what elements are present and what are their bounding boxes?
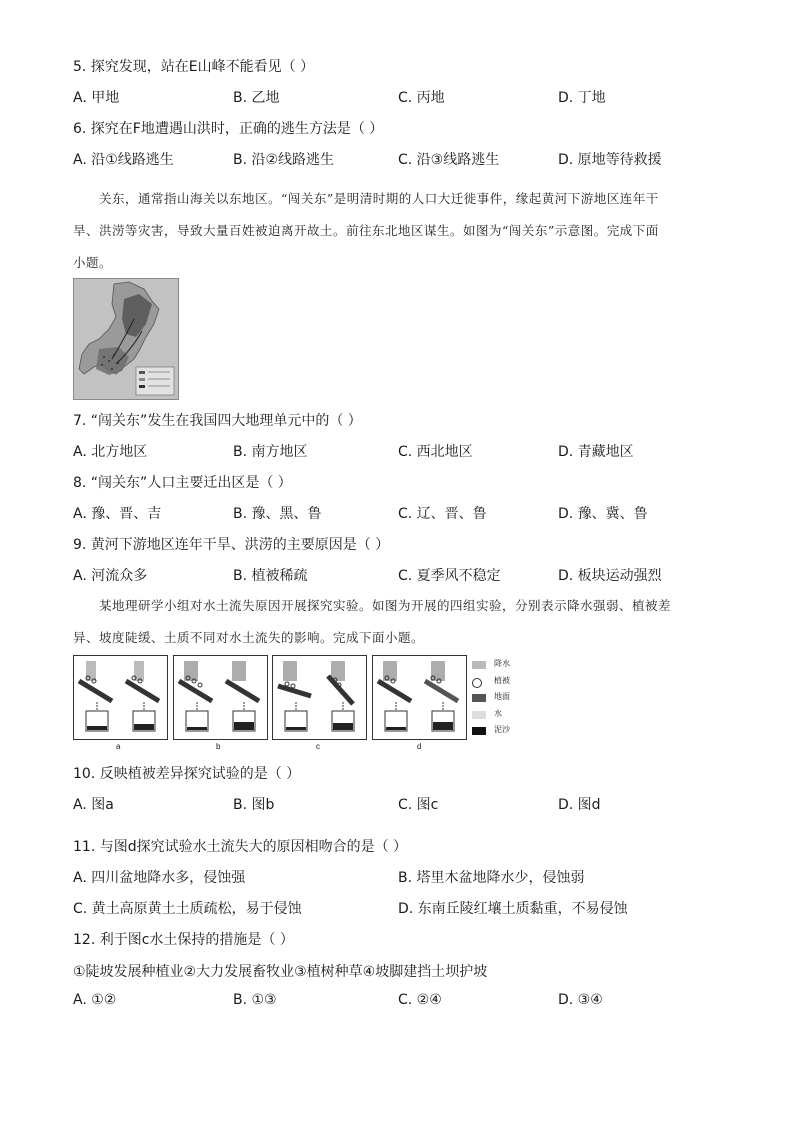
q12-option-d[interactable]: D. ③④ <box>558 992 603 1008</box>
question-8-stem: 8. “闯关东”人口主要迁出区是（ ） <box>73 475 292 491</box>
ground-swatch <box>472 694 486 702</box>
q11-option-d[interactable]: D. 东南丘陵红壤土质黏重，不易侵蚀 <box>398 901 628 917</box>
experiment-a-caption: a <box>116 742 121 751</box>
question-12-measures: ①陡坡发展种植业②大力发展畜牧业③植树种草④坡脚建挡土坝护坡 <box>73 964 488 980</box>
question-7-stem: 7. “闯关东”发生在我国四大地理单元中的（ ） <box>73 413 362 429</box>
q7-option-b[interactable]: B. 南方地区 <box>233 444 308 460</box>
q11-option-c[interactable]: C. 黄土高原黄土土质疏松，易于侵蚀 <box>73 901 302 917</box>
sediment-swatch <box>472 727 486 735</box>
q10-option-a[interactable]: A. 图a <box>73 797 114 813</box>
q5-option-d[interactable]: D. 丁地 <box>558 90 606 106</box>
question-10-stem: 10. 反映植被差异探究试验的是（ ） <box>73 766 301 782</box>
passage1-line3: 小题。 <box>73 255 113 270</box>
q11-option-b[interactable]: B. 塔里木盆地降水少，侵蚀弱 <box>398 870 585 886</box>
q5-option-a[interactable]: A. 甲地 <box>73 90 120 106</box>
question-9-stem: 9. 黄河下游地区连年干旱、洪涝的主要原因是（ ） <box>73 537 390 553</box>
question-5-stem: 5. 探究发现，站在E山峰不能看见（ ） <box>73 59 315 75</box>
china-northeast-map-graphic <box>74 279 178 399</box>
experiment-a-figure <box>73 655 168 740</box>
q6-option-d[interactable]: D. 原地等待救援 <box>558 152 662 168</box>
q9-option-d[interactable]: D. 板块运动强烈 <box>558 568 662 584</box>
q12-option-b[interactable]: B. ①③ <box>233 992 277 1008</box>
question-6-stem: 6. 探究在F地遭遇山洪时，正确的逃生方法是（ ） <box>73 121 384 137</box>
q7-option-d[interactable]: D. 青藏地区 <box>558 444 634 460</box>
legend-ground: 地面 <box>494 692 510 701</box>
experiment-b-caption: b <box>216 742 221 751</box>
passage1-line2: 旱、洪涝等灾害，导致大量百姓被迫离开故土。前往东北地区谋生。如图为“闯关东”示意图。完成下面 <box>73 223 659 238</box>
q12-option-a[interactable]: A. ①② <box>73 992 117 1008</box>
q11-option-a[interactable]: A. 四川盆地降水多，侵蚀强 <box>73 870 246 886</box>
vegetation-swatch <box>472 678 482 688</box>
q7-option-a[interactable]: A. 北方地区 <box>73 444 148 460</box>
q10-option-d[interactable]: D. 图d <box>558 797 601 813</box>
q5-option-b[interactable]: B. 乙地 <box>233 90 280 106</box>
experiment-c-figure <box>272 655 367 740</box>
q5-option-c[interactable]: C. 丙地 <box>398 90 445 106</box>
water-swatch <box>472 711 486 719</box>
q6-option-b[interactable]: B. 沿②线路逃生 <box>233 152 335 168</box>
experiment-legend <box>472 658 542 741</box>
question-11-stem: 11. 与图d探究试验水土流失大的原因相吻合的是（ ） <box>73 839 408 855</box>
q8-option-a[interactable]: A. 豫、晋、吉 <box>73 506 162 522</box>
experiment-d-figure <box>372 655 467 740</box>
q10-option-c[interactable]: C. 图c <box>398 797 439 813</box>
legend-vegetation: 植被 <box>494 675 510 685</box>
q9-option-b[interactable]: B. 植被稀疏 <box>233 568 308 584</box>
q9-option-c[interactable]: C. 夏季风不稳定 <box>398 568 501 584</box>
q8-option-b[interactable]: B. 豫、黑、鲁 <box>233 506 322 522</box>
q8-option-d[interactable]: D. 豫、冀、鲁 <box>558 506 648 522</box>
passage1-line1: 关东，通常指山海关以东地区。“闯关东”是明清时期的人口大迁徙事件，缘起黄河下游地区连年干 <box>99 191 659 206</box>
q10-option-b[interactable]: B. 图b <box>233 797 275 813</box>
chuangguandong-map <box>73 278 179 400</box>
legend-rain: 降水 <box>494 659 510 668</box>
passage2-line2: 异、坡度陡缓、土质不同对水土流失的影响。完成下面小题。 <box>73 630 425 645</box>
legend-water: 水 <box>494 708 502 718</box>
q12-option-c[interactable]: C. ②④ <box>398 992 442 1008</box>
experiment-c-caption: c <box>316 742 320 751</box>
passage-chuangguandong <box>73 183 723 279</box>
experiment-b-figure <box>173 655 268 740</box>
q6-option-c[interactable]: C. 沿③线路逃生 <box>398 152 500 168</box>
passage2-line1: 某地理研学小组对水土流失原因开展探究实验。如图为开展的四组实验，分别表示降水强弱、植被差 <box>99 598 672 613</box>
q9-option-a[interactable]: A. 河流众多 <box>73 568 148 584</box>
rain-swatch <box>472 661 486 669</box>
q7-option-c[interactable]: C. 西北地区 <box>398 444 473 460</box>
q8-option-c[interactable]: C. 辽、晋、鲁 <box>398 506 487 522</box>
passage-soil-erosion <box>73 590 723 654</box>
experiment-d-caption: d <box>417 742 422 751</box>
q6-option-a[interactable]: A. 沿①线路逃生 <box>73 152 174 168</box>
legend-sediment: 泥沙 <box>494 725 510 734</box>
question-12-stem: 12. 利于图c水土保持的措施是（ ） <box>73 932 294 948</box>
